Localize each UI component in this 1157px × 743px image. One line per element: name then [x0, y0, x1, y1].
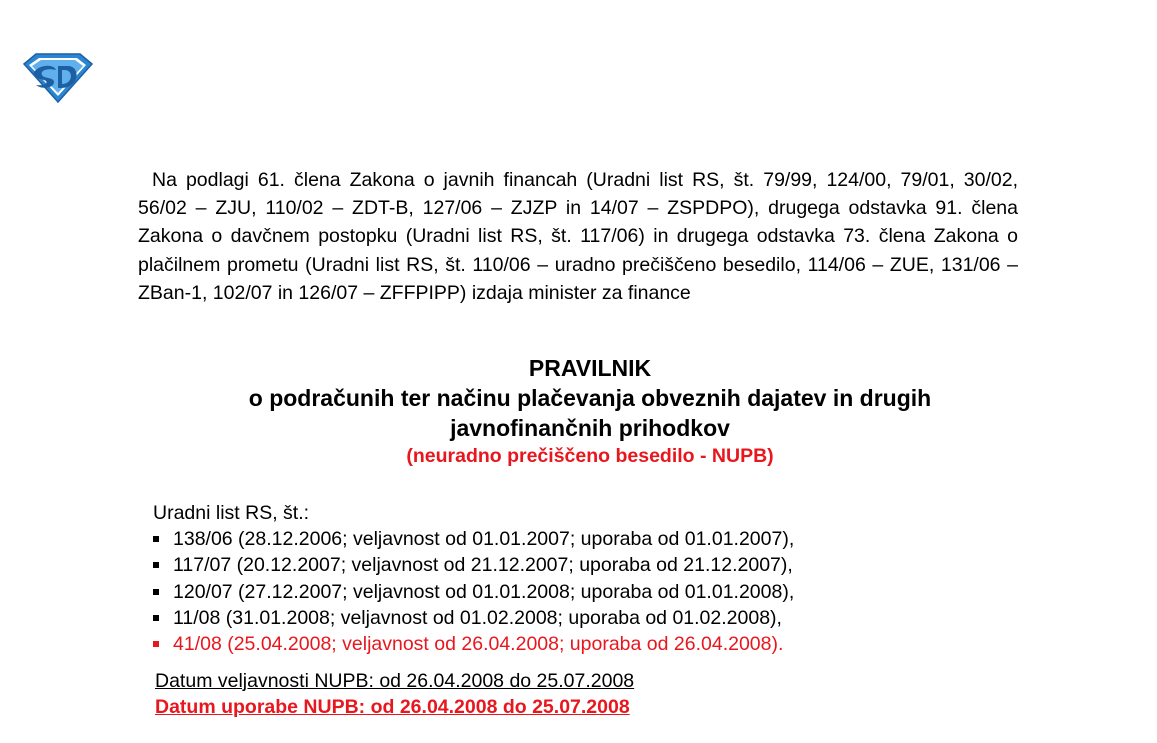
document-note: (neuradno prečiščeno besedilo - NUPB) — [406, 445, 774, 467]
list-item-text: 120/07 (27.12.2007; veljavnost od 01.01.2008; uporaba od 01.01.2008), — [173, 580, 795, 603]
preamble-text: Na podlagi 61. člena Zakona o javnih financah (Uradni list RS, št. 79/99, 124/00, 79/01, 30/02, 56/02 – ZJU, 110/02 – ZDT-B, 127/06 – ZJZP in 14/07 – ZSPDPO), drugega odstavka 91. člena Zakona o davčnem postopku (Uradni list RS, št. 117/06) in drugega odstavka 73. člena Zakona o plačilnem prometu (Uradni list RS, št. 110/06 – uradno prečiščeno besedilo, 114/06 – ZUE, 131/06 – ZBan-1, 102/07 in 126/07 – ZFFPIPP) izdaja minister za finance — [138, 169, 1018, 304]
application-date: Datum uporabe NUPB: od 26.04.2008 do 25.07.2008 — [155, 696, 630, 718]
sources-label: Uradni list RS, št.: — [153, 502, 310, 524]
bullet-square-icon — [153, 562, 159, 568]
validity-date: Datum veljavnosti NUPB: od 26.04.2008 do 25.07.2008 — [155, 670, 635, 692]
sources-section — [153, 500, 794, 657]
bullet-square-icon — [153, 589, 159, 595]
document-title: PRAVILNIK — [528, 355, 652, 381]
bullet-square-icon — [153, 536, 159, 542]
bullet-square-icon — [153, 615, 159, 621]
list-item — [153, 526, 794, 552]
validity-section — [155, 668, 634, 720]
list-item — [153, 579, 794, 605]
list-item-text: 41/08 (25.04.2008; veljavnost od 26.04.2008; uporaba od 26.04.2008). — [173, 633, 784, 656]
list-item-text: 117/07 (20.12.2007; veljavnost od 21.12.2007; uporaba od 21.12.2007), — [173, 554, 793, 577]
list-item-text: 138/06 (28.12.2006; veljavnost od 01.01.2007; uporaba od 01.01.2007), — [173, 528, 795, 551]
bullet-square-icon — [153, 641, 159, 647]
document-title-block — [120, 353, 1060, 469]
list-item — [153, 631, 794, 657]
list-item-text: 11/08 (31.01.2008; veljavnost od 01.02.2008; uporaba od 01.02.2008), — [173, 606, 782, 629]
list-item — [153, 605, 794, 631]
document-subtitle: o podračunih ter načinu plačevanja obveznih dajatev in drugih javnofinančnih prihodkov — [248, 385, 932, 441]
list-item — [153, 552, 794, 578]
sd-shield-logo-icon — [20, 50, 96, 104]
sources-list — [153, 526, 794, 657]
